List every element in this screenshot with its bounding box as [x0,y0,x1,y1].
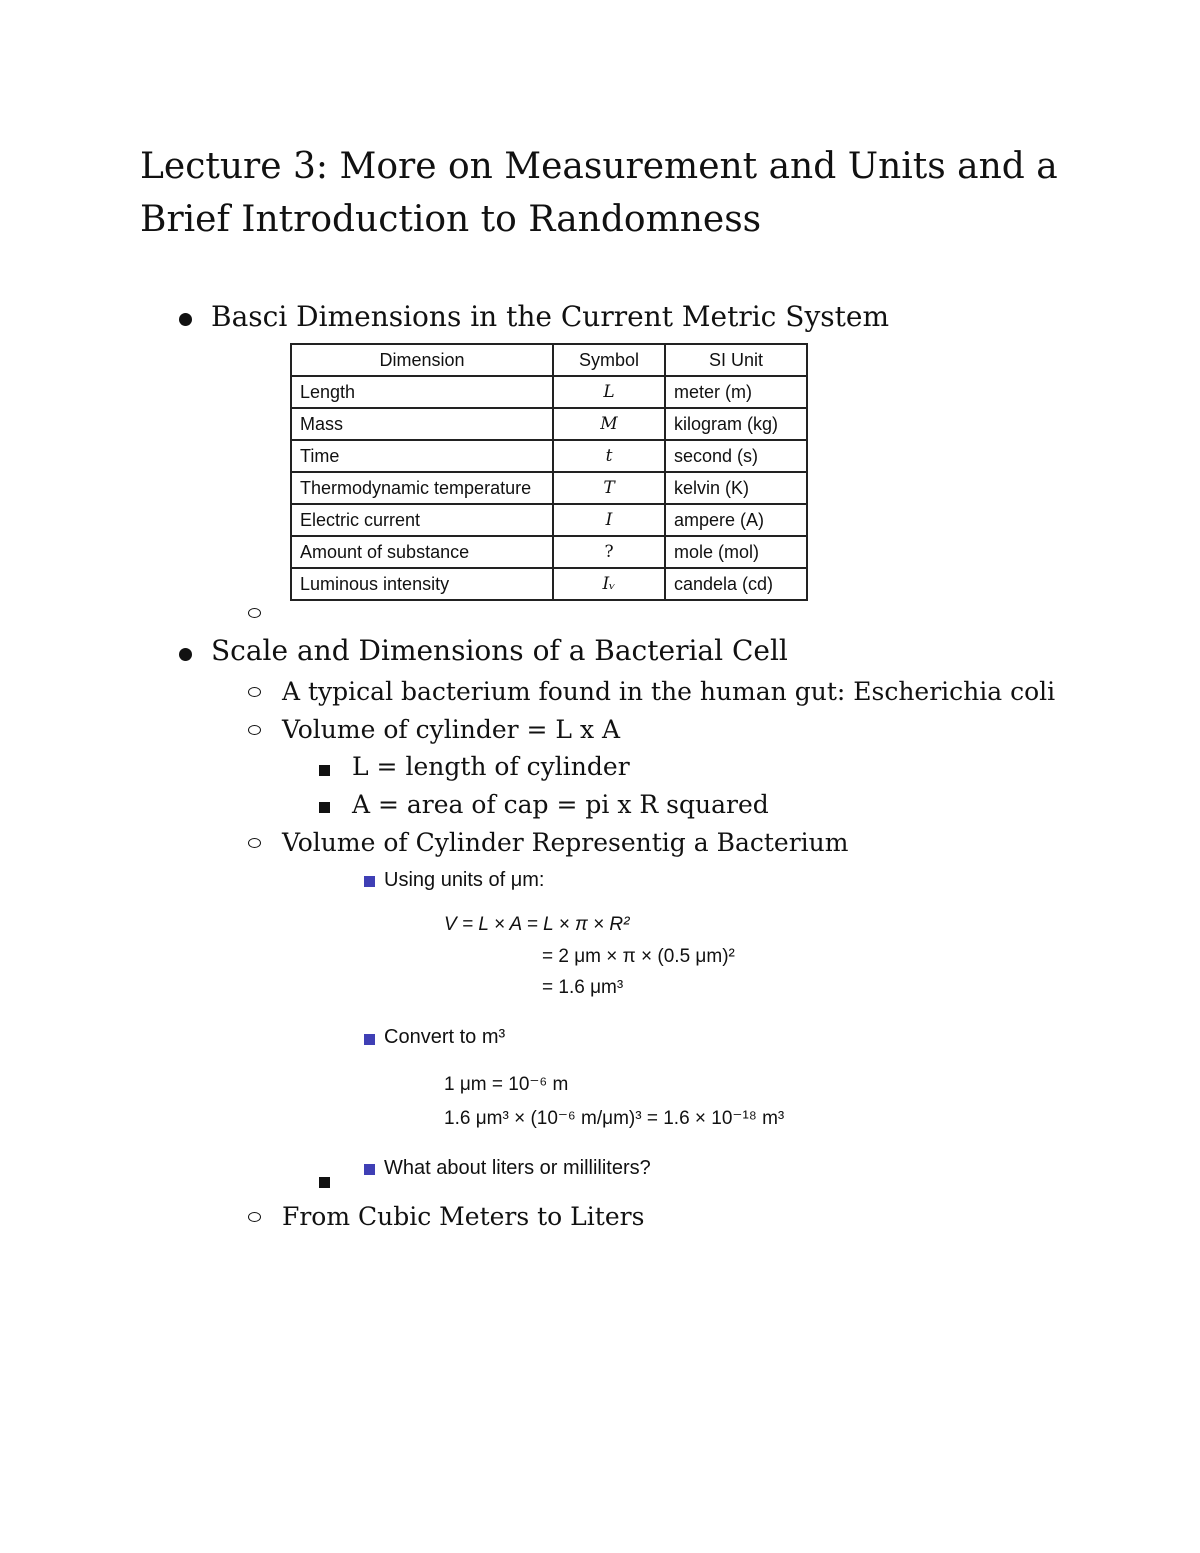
convert-label: Convert to m³ [384,1026,506,1048]
header-si-unit: SI Unit [665,344,807,376]
liters-question: What about liters or milliliters? [384,1157,651,1179]
page-title: Lecture 3: More on Measurement and Units and a Brief Introduction to Randomness [140,146,1058,240]
cell-symbol: I [553,504,665,536]
section1-heading: Basci Dimensions in the Current Metric System [211,300,890,333]
blue-square-bullet [364,1034,375,1045]
equation-volume-step: = 2 μm × π × (0.5 μm)² [542,946,735,967]
bullet-dot [179,313,192,326]
cell-dimension: Time [291,440,553,472]
cell-symbol: Iᵥ [553,568,665,600]
equation-volume: V = L × A = L × π × R² [444,914,630,935]
table-row [291,440,807,472]
table-row [291,536,807,568]
header-symbol: Symbol [553,344,665,376]
list-item: Volume of Cylinder Representig a Bacterium [282,828,849,857]
list-item: Volume of cylinder = L x A [282,715,621,744]
list-item: A = area of cap = pi x R squared [352,790,769,819]
cell-dimension: Amount of substance [291,536,553,568]
table-row [291,568,807,600]
table-header-row [291,344,807,376]
sub-bullet-ring [248,608,261,618]
sub-bullet-ring [248,1212,261,1222]
cell-unit: ampere (A) [665,504,807,536]
square-bullet [319,1177,330,1188]
sub-bullet-ring [248,687,261,697]
table-row [291,504,807,536]
equation-volume-result: = 1.6 μm³ [542,977,624,998]
cell-unit: kelvin (K) [665,472,807,504]
square-bullet [319,802,330,813]
cell-dimension: Mass [291,408,553,440]
cell-symbol: L [553,376,665,408]
list-item: L = length of cylinder [352,752,630,781]
sub-bullet-ring [248,725,261,735]
table-row [291,408,807,440]
dimensions-table [290,343,808,601]
cell-symbol: M [553,408,665,440]
cell-unit: meter (m) [665,376,807,408]
cell-symbol: T [553,472,665,504]
equation-micrometer: 1 μm = 10⁻⁶ m [444,1074,569,1095]
blue-square-bullet [364,876,375,887]
cell-dimension: Electric current [291,504,553,536]
bullet-dot [179,648,192,661]
list-item: A typical bacterium found in the human gut: Escherichia coli [282,677,1056,706]
cell-unit: kilogram (kg) [665,408,807,440]
header-dimension: Dimension [291,344,553,376]
blue-square-bullet [364,1164,375,1175]
square-bullet [319,765,330,776]
cell-unit: candela (cd) [665,568,807,600]
equation-conversion: 1.6 μm³ × (10⁻⁶ m/μm)³ = 1.6 × 10⁻¹⁸ m³ [444,1108,785,1129]
cell-symbol: t [553,440,665,472]
cell-symbol: ? [553,536,665,568]
units-label: Using units of μm: [384,869,545,891]
table-row [291,472,807,504]
sub-bullet-ring [248,838,261,848]
cell-unit: second (s) [665,440,807,472]
cell-dimension: Thermodynamic temperature [291,472,553,504]
list-item: From Cubic Meters to Liters [282,1202,645,1231]
cell-dimension: Luminous intensity [291,568,553,600]
cell-dimension: Length [291,376,553,408]
cell-unit: mole (mol) [665,536,807,568]
section2-heading: Scale and Dimensions of a Bacterial Cell [211,634,788,667]
table-row [291,376,807,408]
